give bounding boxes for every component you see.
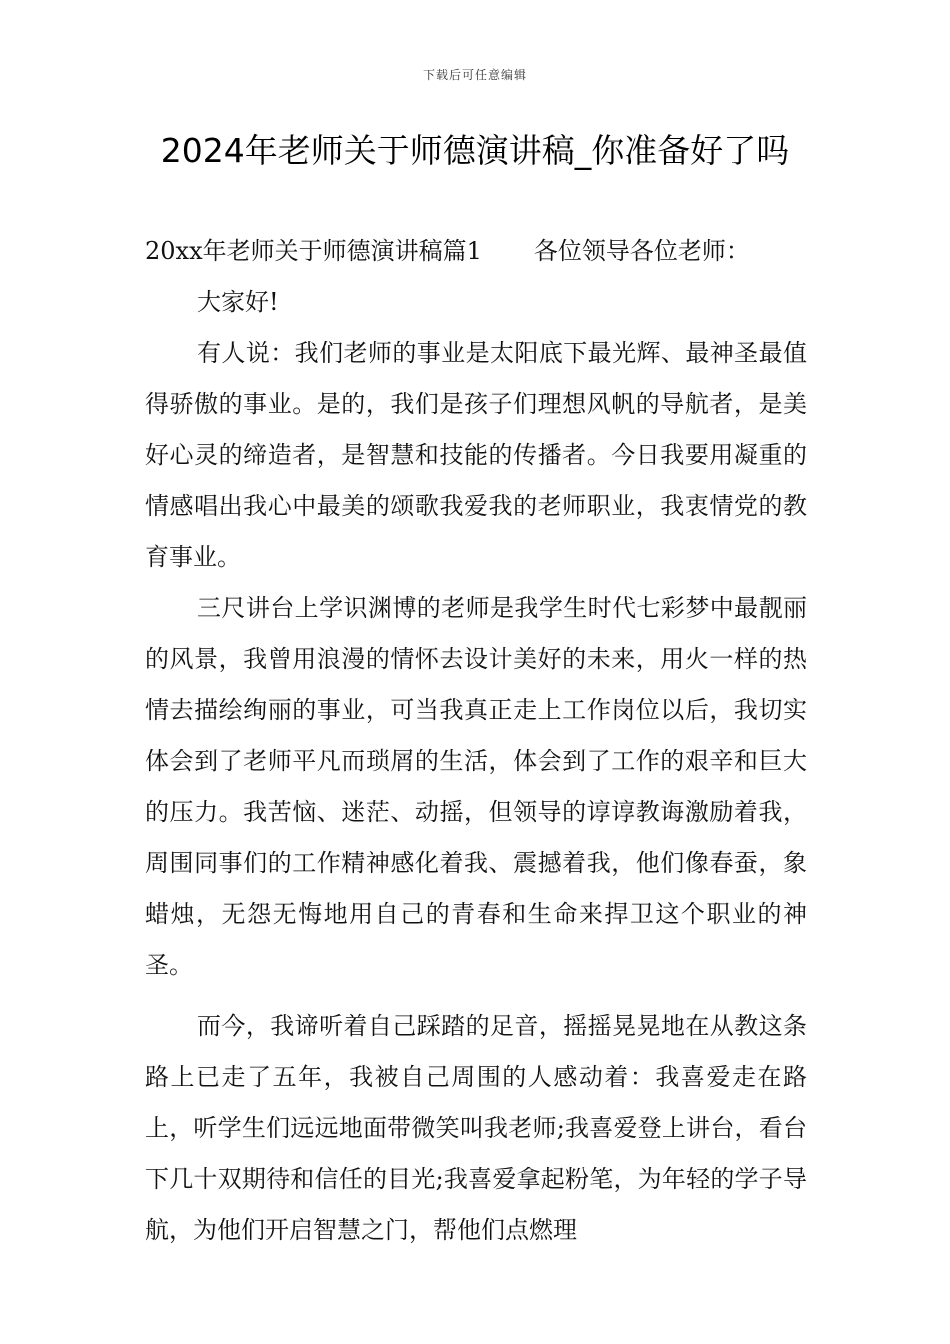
document-body [145,226,807,1256]
document-title: 2024年老师关于师德演讲稿_你准备好了吗 [160,131,790,170]
header-note: 下载后可任意编辑 [422,68,527,82]
section-heading: 20xx年老师关于师德演讲稿篇1 [145,237,482,265]
paragraph-3: 而今，我谛听着自己踩踏的足音，摇摇晃晃地在从教这条路上已走了五年，我被自己周围的人感动着：我喜爱走在路上，听学生们远远地面带微笑叫我老师;我喜爱登上讲台，看台下几十双期待和信任的目光;我喜爱拿起粉笔，为年轻的学子导航，为他们开启智慧之门，帮他们点燃理 [145,1012,807,1244]
paragraph-2: 三尺讲台上学识渊博的老师是我学生时代七彩梦中最靓丽的风景，我曾用浪漫的情怀去设计美好的未来，用火一样的热情去描绘绚丽的事业，可当我真正走上工作岗位以后，我切实体会到了老师平凡而琐屑的生活，体会到了工作的艰辛和巨大的压力。我苦恼、迷茫、动摇，但领导的谆谆教诲激励着我，周围同事们的工作精神感化着我、震撼着我，他们像春蚕，象蜡烛，无怨无悔地用自己的青春和生命来捍卫这个职业的神圣。 [145,594,807,979]
intro-line [145,226,807,277]
paragraph-1: 有人说：我们老师的事业是太阳底下最光辉、最神圣最值得骄傲的事业。是的，我们是孩子们理想风帆的导航者，是美好心灵的缔造者，是智慧和技能的传播者。今日我要用凝重的情感唱出我心中最美的颂歌我爱我的老师职业，我衷情党的教育事业。 [145,339,807,571]
salutation: 各位领导各位老师： [533,237,750,265]
paragraph-greeting: 大家好! [197,288,279,316]
